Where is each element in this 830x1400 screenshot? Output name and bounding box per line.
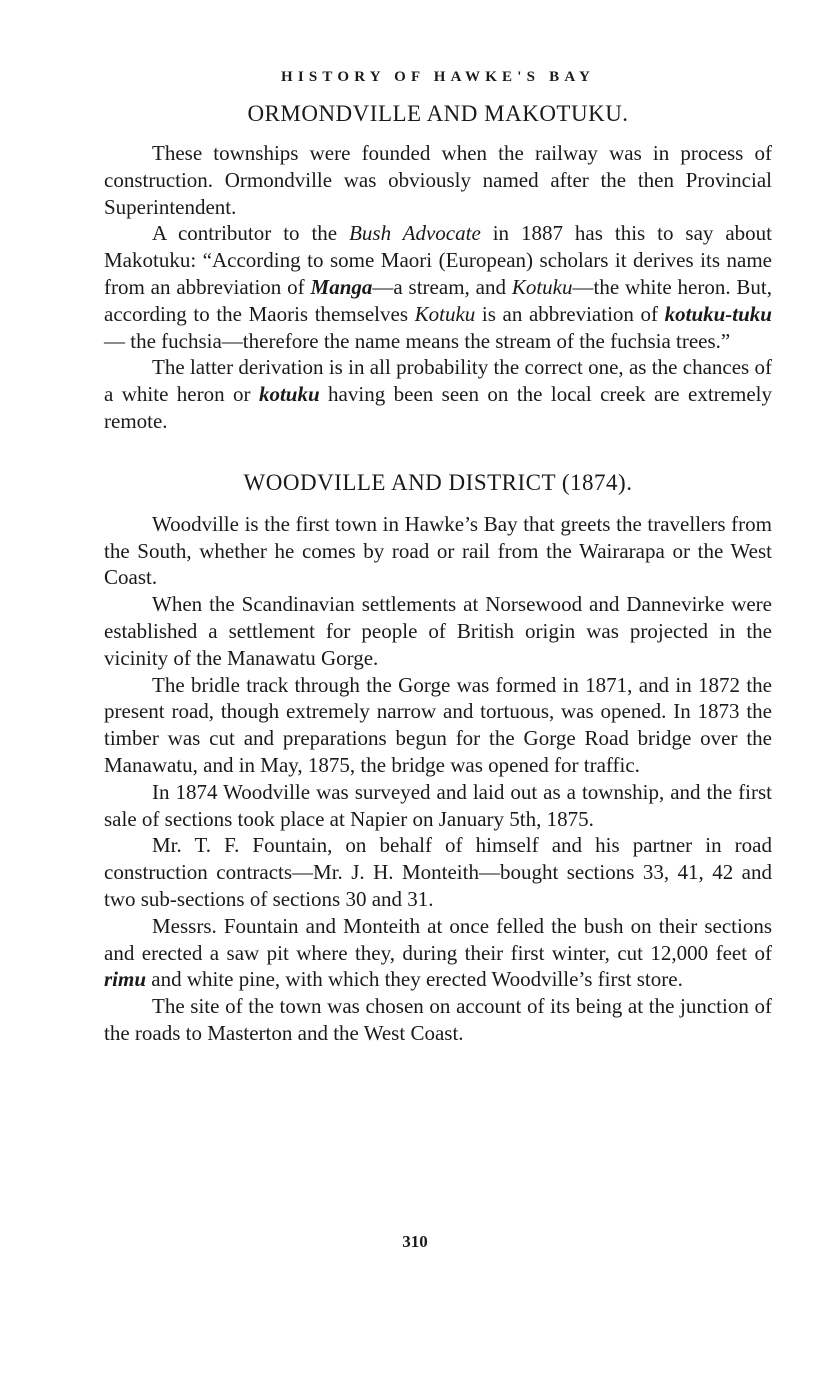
paragraph xyxy=(104,220,772,354)
text-run: —a stream, and xyxy=(372,274,512,299)
paragraph xyxy=(104,913,772,993)
italic-text: Bush Advocate xyxy=(349,221,481,246)
italic-text: kotuku xyxy=(258,382,320,407)
paragraph: These townships were founded when the railway was in process of construction. Ormondville was obviously named after the then Provincial Superintendent. xyxy=(104,141,772,219)
paragraph: Mr. T. F. Fountain, on behalf of himself and his partner in road construction contracts—Mr. J. H. Monteith—bought sections 33, 41, 42 and two sub-sections of sections 30 and 31. xyxy=(104,833,772,911)
text-run: is an abbreviation of xyxy=(475,301,665,326)
text-run: Messrs. Fountain and Monteith at once felled the bush on their sections and erected a saw pit where they, during their first winter, cut 12,000 feet of xyxy=(104,913,772,965)
text-run: having been seen on the local creek are extremely remote. xyxy=(104,382,772,433)
italic-text: kotuku-tuku xyxy=(664,301,772,326)
page-body xyxy=(104,68,772,1047)
paragraph: Woodville is the first town in Hawke’s Bay that greets the travellers from the South, whether he comes by road or rail from the Wairarapa or the West Coast. xyxy=(104,511,772,590)
paragraph: The site of the town was chosen on account of its being at the junction of the roads to Masterton and the West Coast. xyxy=(104,994,772,1045)
text-run: —the white heron. But, according to the Maoris themselves xyxy=(104,274,773,326)
running-head: HISTORY OF HAWKE'S BAY xyxy=(280,69,596,85)
italic-text: rimu xyxy=(104,967,147,992)
text-run: and white pine, with which they erected Woodville’s first store. xyxy=(146,967,683,992)
text-run: — the fuchsia—therefore the name means the stream of the fuchsia trees.” xyxy=(104,328,731,353)
italic-text: Kotuku xyxy=(511,274,573,299)
text-run: A contributor to the xyxy=(152,221,350,246)
paragraph xyxy=(104,354,772,434)
text-run: in 1887 has this to say about Makotuku: “According to some Maori (European) scholars it derives its name from an abbreviation of xyxy=(104,221,772,299)
section-title-ormondville: ORMONDVILLE AND MAKOTUKU. xyxy=(247,101,629,126)
section-title-woodville: WOODVILLE AND DISTRICT (1874). xyxy=(243,469,633,495)
paragraph: In 1874 Woodville was surveyed and laid out as a township, and the first sale of sections took place at Napier on January 5th, 1875. xyxy=(104,779,772,831)
italic-text: Kotuku xyxy=(414,301,476,326)
paragraph: When the Scandinavian settlements at Norsewood and Dannevirke were established a settlement for people of British origin was projected in the vicinity of the Manawatu Gorge. xyxy=(104,592,772,670)
text-run: The latter derivation is in all probability the correct one, as the chances of a white heron or xyxy=(104,355,772,407)
page-number: 310 xyxy=(402,1232,428,1251)
paragraph: The bridle track through the Gorge was formed in 1871, and in 1872 the present road, though extremely narrow and tortuous, was opened. In 1873 the timber was cut and preparations begun for the Gorge Road bridge over the Manawatu, and in May, 1875, the bridge was opened for traffic. xyxy=(104,672,772,777)
italic-text: Manga xyxy=(310,274,373,299)
